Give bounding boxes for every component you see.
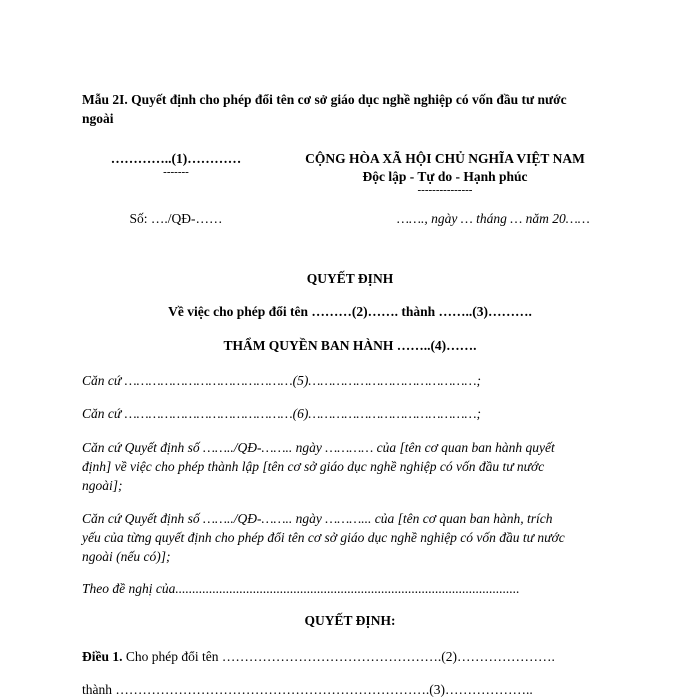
article-1-label: Điều 1. [82, 649, 123, 664]
basis-item-line: Căn cứ Quyết định số ……../QĐ-…….. ngày ………… của [tên cơ quan ban hành quyết [82, 440, 555, 455]
proposal-line: Theo đề nghị của...................................................................................................... [82, 581, 520, 596]
basis-item: Căn cứ ……………………………………(5)……………………………………; [82, 373, 481, 388]
national-title: CỘNG HÒA XÃ HỘI CHỦ NGHĨA VIỆT NAM [305, 151, 585, 166]
basis-item-line: định] về việc cho phép thành lập [tên cơ sở giáo dục nghề nghiệp có vốn đầu tư nước [82, 459, 545, 474]
document-date: ……., ngày … tháng … năm 20…… [397, 211, 590, 226]
issuing-authority: THẨM QUYỀN BAN HÀNH ……..(4)……. [223, 338, 477, 353]
article-1-line2: thành …………………………………………………………….(3)……………….. [82, 682, 533, 697]
basis-item: Căn cứ ……………………………………(6)……………………………………; [82, 406, 481, 421]
basis-item-line: ngoài (nếu có)]; [82, 549, 171, 564]
decision-subject: Về việc cho phép đổi tên ………(2)……. thành ……..(3)………. [168, 304, 532, 319]
form-heading-line2: ngoài [82, 111, 114, 126]
form-heading-line1: Mẫu 2I. Quyết định cho phép đổi tên cơ sở giáo dục nghề nghiệp có vốn đầu tư nước [82, 92, 567, 107]
article-1-text: Cho phép đổi tên ………………………………………….(2)…………………. [122, 649, 555, 664]
issuer-rule: ------- [163, 166, 189, 178]
document-number: Số: …./QĐ-…… [129, 211, 223, 226]
basis-item-line: ngoài]; [82, 478, 123, 493]
issuer-name: …………..(1)………… [110, 151, 242, 166]
decision-title: QUYẾT ĐỊNH [306, 271, 394, 286]
article-1-line1 [82, 649, 555, 665]
basis-item-line: yếu của từng quyết định cho phép đổi tên cơ sở giáo dục nghề nghiệp có vốn đầu tư nước [82, 530, 565, 545]
decides-heading: QUYẾT ĐỊNH: [304, 613, 396, 628]
national-rule: --------------- [417, 184, 473, 196]
basis-item-line: Căn cứ Quyết định số ……../QĐ-…….. ngày ………... của [tên cơ quan ban hành, trích [82, 511, 553, 526]
national-motto: Độc lập - Tự do - Hạnh phúc [362, 169, 528, 184]
